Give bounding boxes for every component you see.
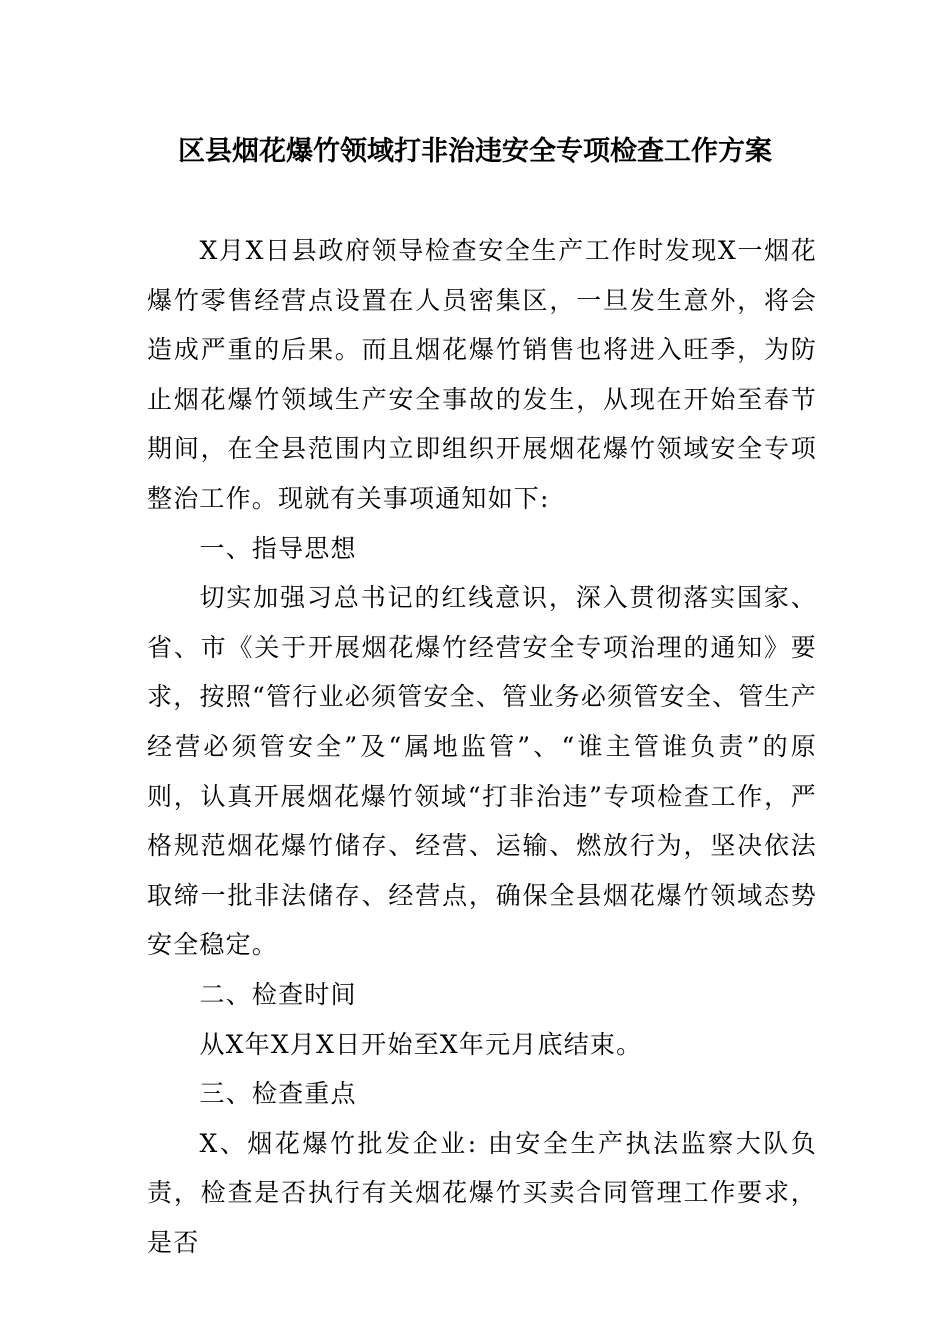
document-body bbox=[147, 226, 817, 1267]
document-title: 区县烟花爆竹领域打非治违安全专项检查工作方案 bbox=[178, 136, 772, 167]
section-heading-guiding-thought: 一、指导思想 bbox=[199, 533, 357, 563]
intro-paragraph: X月X日县政府领导检查安全生产工作时发现X一烟花爆竹零售经营点设置在人员密集区，一旦发生意外，将会造成严重的后果。而且烟花爆竹销售也将进入旺季，为防止烟花爆竹领域生产安全事故的发生，从现在开始至春节期间，在全县范围内立即组织开展烟花爆竹领域安全专项整治工作。现就有关事项通知如下: bbox=[147, 236, 817, 513]
inspection-time-paragraph: 从X年X月X日开始至X年元月底结束。 bbox=[199, 1029, 643, 1059]
section-heading-inspection-time: 二、检查时间 bbox=[199, 979, 357, 1009]
guiding-thought-paragraph: 切实加强习总书记的红线意识，深入贯彻落实国家、省、市《关于开展烟花爆竹经营安全专项治理的通知》要求，按照“管行业必须管安全、管业务必须管安全、管生产经营必须管安全”及“属地监管”、“谁主管谁负责”的原则，认真开展烟花爆竹领域“打非治违”专项检查工作，严格规范烟花爆竹储存、经营、运输、燃放行为，坚决依法取缔一批非法储存、经营点，确保全县烟花爆竹领域态势安全稳定。 bbox=[147, 583, 817, 960]
inspection-focus-paragraph: X、烟花爆竹批发企业: 由安全生产执法监察大队负责，检查是否执行有关烟花爆竹买卖合同管理工作要求，是否 bbox=[147, 1128, 817, 1257]
section-heading-inspection-focus: 三、检查重点 bbox=[199, 1079, 357, 1109]
